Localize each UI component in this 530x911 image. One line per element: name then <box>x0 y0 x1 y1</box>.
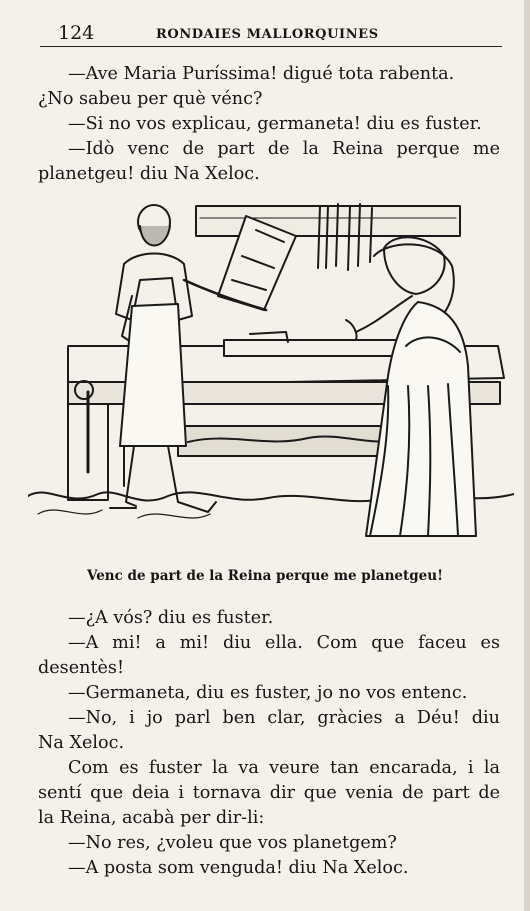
illustration-carpenter-and-old-woman <box>28 196 514 556</box>
text-line: sentí que deia i tornava dir que venia de part de <box>38 783 500 803</box>
page-header <box>40 22 502 47</box>
running-title: RONDAIES MALLORQUINES <box>156 27 379 42</box>
text-line: —No res, ¿voleu que vos planetgem? <box>68 833 397 853</box>
text-line: Com es fuster la va veure tan encarada, i la <box>68 758 500 778</box>
text-line: planetgeu! diu Na Xeloc. <box>38 164 260 184</box>
page-number: 124 <box>58 22 95 44</box>
text-line: —A posta som venguda! diu Na Xeloc. <box>68 858 409 878</box>
text-line: —¿A vós? diu es fuster. <box>68 608 274 628</box>
text-line: Na Xeloc. <box>38 733 125 753</box>
text-line: —A mi! a mi! diu ella. Com que faceu es <box>68 633 500 653</box>
text-line: desentès! <box>38 658 125 678</box>
illustration-caption: Venc de part de la Reina perque me planetgeu! <box>86 568 443 584</box>
text-line: —Idò venc de part de la Reina perque me <box>68 139 500 159</box>
page-edge-shadow <box>524 0 530 911</box>
text-line: la Reina, acabà per dir-li: <box>38 808 265 828</box>
text-line: —No, i jo parl ben clar, gràcies a Déu! diu <box>68 708 500 728</box>
text-line: ¿No sabeu per què vénc? <box>38 89 263 109</box>
text-line: —Si no vos explicau, germaneta! diu es fuster. <box>68 114 482 134</box>
text-line: —Germaneta, diu es fuster, jo no vos entenc. <box>68 683 468 703</box>
text-line: —Ave Maria Puríssima! digué tota rabenta. <box>68 64 455 84</box>
